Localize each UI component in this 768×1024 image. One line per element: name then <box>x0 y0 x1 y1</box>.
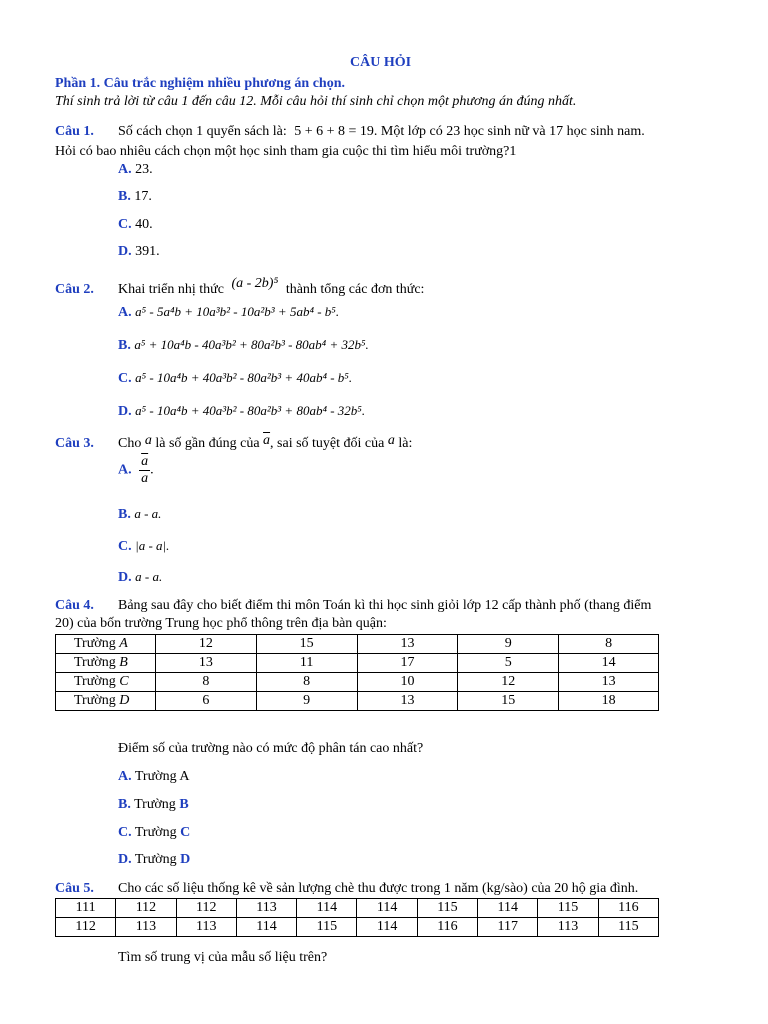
table-cell: 9 <box>256 692 357 711</box>
question-3-label: Câu 3. <box>55 436 94 451</box>
option-letter: C. <box>118 539 132 554</box>
row-prefix: Trường <box>74 674 116 689</box>
q2-option-b[interactable] <box>118 337 369 354</box>
section-heading: Phần 1. Câu trắc nghiệm nhiều phương án chọn. <box>55 76 345 91</box>
score-table <box>55 634 659 711</box>
table-cell: 13 <box>155 654 256 673</box>
option-text: 40. <box>135 217 153 232</box>
option-letter: A. <box>118 305 132 320</box>
table-cell: 114 <box>297 899 357 918</box>
q1-option-a[interactable] <box>118 162 153 178</box>
table-cell: 115 <box>297 918 357 937</box>
table-row <box>56 918 659 937</box>
q3-text-a: Cho <box>118 436 142 451</box>
q3-text-d: là: <box>398 436 413 451</box>
row-header <box>56 692 156 711</box>
option-text: Trường <box>134 797 180 812</box>
row-header <box>56 673 156 692</box>
option-text: 17. <box>134 189 152 204</box>
table-cell: 8 <box>155 673 256 692</box>
question-4-stem: Bảng sau đây cho biết điểm thi môn Toán kì thi học sinh giỏi lớp 12 cấp thành phố (thang điểm <box>118 598 652 613</box>
table-cell: 13 <box>559 673 659 692</box>
option-letter: D. <box>118 852 132 867</box>
option-letter: C. <box>118 371 132 386</box>
instruction-text: Thí sinh trả lời từ câu 1 đến câu 12. Mỗi câu hỏi thí sinh chỉ chọn một phương án đúng nhất. <box>55 94 577 109</box>
option-text: 391. <box>135 244 160 259</box>
option-text: a - a. <box>135 569 163 584</box>
question-4-stem-line2: 20) của bốn trường Trung học phổ thông trên địa bàn quận: <box>55 616 387 631</box>
table-cell: 114 <box>357 899 417 918</box>
row-name: D <box>119 693 130 708</box>
option-letter: B. <box>118 189 131 204</box>
q3-var-abar: $\overline{a}$ <box>263 433 271 448</box>
option-letter: B. <box>118 338 131 353</box>
option-text: a⁵ - 5a⁴b + 10a³b² - 10a²b³ + 5ab⁴ - b⁵. <box>135 304 340 319</box>
table-cell: 113 <box>176 918 236 937</box>
table-cell: 5 <box>458 654 559 673</box>
q2-text-b: thành tổng các đơn thức: <box>285 282 425 297</box>
q3-var-a2: a <box>387 433 395 448</box>
table-row <box>56 654 659 673</box>
option-text: a - a. <box>134 506 162 521</box>
question-2-label: Câu 2. <box>55 282 94 297</box>
question-1-stem <box>118 124 645 140</box>
table-cell: 114 <box>357 918 417 937</box>
option-tail: . <box>150 462 154 478</box>
table-cell: 116 <box>598 899 658 918</box>
option-text: Trường <box>134 852 181 867</box>
q2-option-d[interactable] <box>118 403 365 420</box>
table-cell: 13 <box>357 692 458 711</box>
option-letter: A. <box>118 769 132 784</box>
q4-option-c[interactable] <box>118 825 190 841</box>
option-text: a⁵ - 10a⁴b + 40a³b² - 80a²b³ + 40ab⁴ - b⁵. <box>135 370 353 385</box>
question-4-question: Điểm số của trường nào có mức độ phân tán cao nhất? <box>118 741 424 756</box>
table-cell: 9 <box>458 635 559 654</box>
table-cell: 116 <box>417 918 477 937</box>
table-cell: 117 <box>478 918 538 937</box>
q4-option-a[interactable] <box>118 769 189 785</box>
q2-option-a[interactable] <box>118 304 339 321</box>
option-text: Trường A <box>134 769 190 784</box>
table-cell: 115 <box>417 899 477 918</box>
q2-formula: (a - 2b)⁵ <box>231 276 279 291</box>
option-text: a⁵ + 10a⁴b - 40a³b² + 80a²b³ - 80ab⁴ + 32b⁵. <box>134 337 369 352</box>
question-3-stem <box>118 433 413 452</box>
fraction <box>139 454 150 487</box>
q2-option-c[interactable] <box>118 370 352 387</box>
table-cell: 115 <box>538 899 598 918</box>
table-cell: 15 <box>256 635 357 654</box>
q2-text-a: Khai triển nhị thức <box>118 282 224 297</box>
table-row <box>56 692 659 711</box>
q3-option-c[interactable] <box>118 538 169 555</box>
table-cell: 115 <box>598 918 658 937</box>
question-1-label: Câu 1. <box>55 124 94 139</box>
table-cell: 113 <box>538 918 598 937</box>
option-text: a⁵ - 10a⁴b + 40a³b² - 80a²b³ + 80ab⁴ - 32b⁵. <box>135 403 366 418</box>
question-5-label: Câu 5. <box>55 881 94 896</box>
table-cell: 112 <box>176 899 236 918</box>
table-cell: 113 <box>236 899 296 918</box>
table-cell: 17 <box>357 654 458 673</box>
question-5-stem: Cho các số liệu thống kê về sản lượng chè thu được trong 1 năm (kg/sào) của 20 hộ gia đình. <box>118 881 639 896</box>
table-cell: 12 <box>458 673 559 692</box>
q1-formula: 5 + 6 + 8 = 19 <box>294 124 374 139</box>
table-row <box>56 635 659 654</box>
question-2-stem <box>118 276 425 298</box>
option-bold: D <box>180 852 191 867</box>
q3-option-b[interactable] <box>118 506 161 523</box>
fraction-numerator: $\overline{a}$ <box>141 454 149 469</box>
table-cell: 112 <box>116 899 176 918</box>
question-1-stem-line2: Hỏi có bao nhiêu cách chọn một học sinh tham gia cuộc thi tìm hiểu môi trường?1 <box>55 144 517 159</box>
option-letter: B. <box>118 507 131 522</box>
row-name: B <box>119 655 128 670</box>
row-name: A <box>119 636 128 651</box>
table-cell: 13 <box>357 635 458 654</box>
q1-option-b[interactable] <box>118 189 152 205</box>
table-cell: 8 <box>559 635 659 654</box>
table-row <box>56 899 659 918</box>
option-letter: B. <box>118 797 131 812</box>
q3-option-d[interactable] <box>118 569 162 586</box>
option-letter: A. <box>118 462 132 478</box>
table-cell: 114 <box>478 899 538 918</box>
question-5-question: Tìm số trung vị của mẫu số liệu trên? <box>118 950 328 965</box>
option-letter: C. <box>118 217 132 232</box>
q1-option-d[interactable] <box>118 244 160 260</box>
row-name: C <box>119 674 129 689</box>
tea-yield-table <box>55 898 659 937</box>
option-letter: D. <box>118 244 132 259</box>
table-cell: 8 <box>256 673 357 692</box>
table-cell: 12 <box>155 635 256 654</box>
table-cell: 113 <box>116 918 176 937</box>
table-cell: 18 <box>559 692 659 711</box>
table-cell: 14 <box>559 654 659 673</box>
row-prefix: Trường <box>74 693 116 708</box>
option-letter: C. <box>118 825 132 840</box>
option-text: Trường <box>134 825 181 840</box>
table-cell: 10 <box>357 673 458 692</box>
q4-option-d[interactable] <box>118 852 190 868</box>
row-prefix: Trường <box>74 636 116 651</box>
option-letter: A. <box>118 162 132 177</box>
table-row <box>56 673 659 692</box>
q3-option-a[interactable] <box>118 454 154 487</box>
option-bold: B <box>179 797 189 812</box>
table-cell: 15 <box>458 692 559 711</box>
option-text: 23. <box>135 162 153 177</box>
table-cell: 114 <box>236 918 296 937</box>
table-cell: 112 <box>56 918 116 937</box>
q1-text-a: Số cách chọn 1 quyển sách là: <box>118 124 287 139</box>
q4-option-b[interactable] <box>118 797 189 813</box>
option-letter: D. <box>118 570 132 585</box>
question-4-label: Câu 4. <box>55 598 94 613</box>
row-header <box>56 635 156 654</box>
page-title: CÂU HỎI <box>350 55 412 70</box>
row-header <box>56 654 156 673</box>
q3-var-a: a <box>144 433 152 448</box>
q3-text-c: , sai số tuyệt đối của <box>270 436 385 451</box>
row-prefix: Trường <box>74 655 116 670</box>
table-cell: 6 <box>155 692 256 711</box>
option-bold: C <box>180 825 191 840</box>
q3-text-b: là số gần đúng của <box>155 436 260 451</box>
option-text: |a - a|. <box>135 538 170 553</box>
table-cell: 11 <box>256 654 357 673</box>
fraction-denominator: a <box>141 471 149 486</box>
q1-option-c[interactable] <box>118 217 153 233</box>
option-letter: D. <box>118 404 132 419</box>
table-cell: 111 <box>56 899 116 918</box>
q1-text-b: . Một lớp có 23 học sinh nữ và 17 học sinh nam. <box>373 124 645 139</box>
